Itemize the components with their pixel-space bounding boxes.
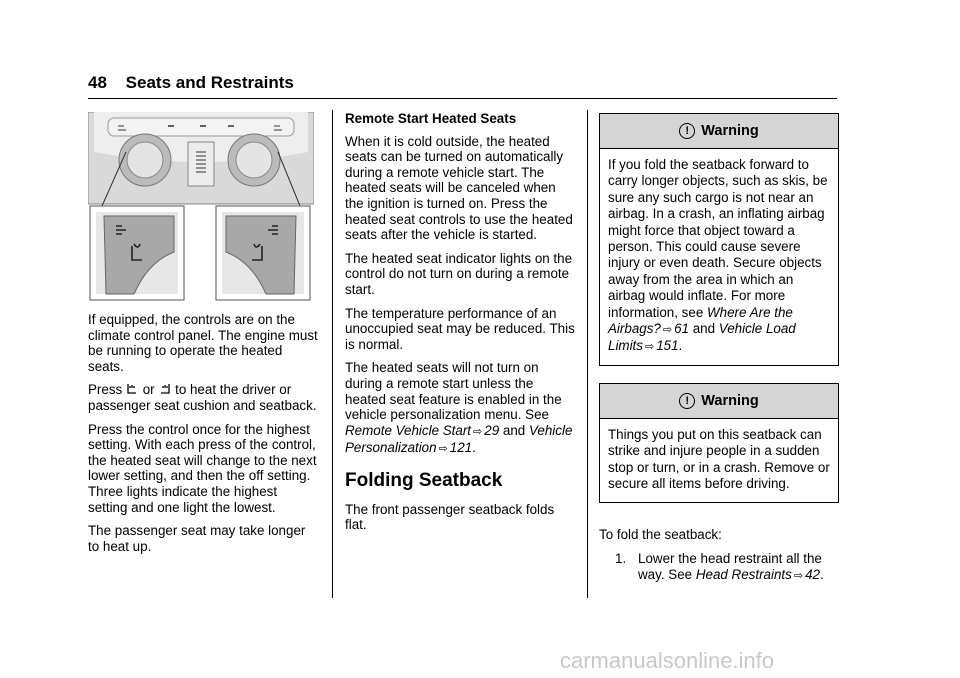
page-ref-icon: ⇨ [644,341,655,354]
period: . [678,338,683,354]
column-divider-1 [332,110,333,598]
step-1-text: Lower the head restraint all the way. See [638,551,822,582]
press-text: Press [88,382,123,398]
fold-intro-text: To fold the seatback: [599,527,722,542]
warning-title-bar [600,114,838,149]
step-text [638,551,839,584]
page-header [88,73,294,93]
col1-paragraph-2 [88,382,320,413]
column-1 [88,312,320,562]
fold-step-1 [615,551,839,584]
warning-box-2 [599,383,839,503]
column-divider-2 [587,110,588,598]
and-text: and [692,321,716,337]
period: . [819,566,824,582]
remote-vehicle-start-page[interactable]: 29 [484,422,500,438]
header-rule [88,98,837,99]
warning-title: Warning [701,123,759,139]
passenger-heated-seat-icon [158,382,171,396]
col1-paragraph-1: If equipped, the controls are on the climate control panel. The engine must be running to operate the heated seats. [88,312,318,374]
watermark: carmanualsonline.info [560,648,775,673]
page-title: Seats and Restraints [125,73,294,92]
airbags-link[interactable]: Where Are the Airbags? [608,304,793,337]
page-number: 48 [88,73,107,92]
heated-seat-controls-figure [88,112,314,302]
col1-paragraph-3: Press the control once for the highest setting. With each press of the control, the heated seat will change to the next lower setting, and then the off setting. Three lights indicate the highest setting and one light the lowest. [88,421,317,515]
vehicle-personalization-page[interactable]: 121 [449,440,473,456]
col2-paragraph-5: The front passenger seatback folds flat. [345,501,555,533]
col2-paragraph-1: When it is cold outside, the heated seats can be turned on automatically during a remote vehicle start. The heated seats will be canceled when the ignition is turned on. Press the heated seat controls to use the heated seats after the vehicle is started. [345,133,573,243]
page-ref-icon: ⇨ [473,425,483,438]
warning-box-1 [599,113,839,366]
warning-body: Things you put on this seatback can strike and injure people in a sudden stop or turn, or in a crash. Remove or secure all items before driving. [608,427,830,492]
or-text: or [142,382,155,398]
period: . [472,440,476,456]
column-2 [345,111,577,541]
page-ref-icon: ⇨ [438,443,448,456]
warning-icon: ! [679,393,695,409]
step-number: 1. [615,551,627,566]
warning-body [600,149,838,365]
head-restraints-page[interactable]: 42 [805,566,820,582]
warning-1-text: If you fold the seatback forward to carry longer objects, such as skis, be sure any such cargo is not near an airbag. In a crash, an inflating airbag might force that object toward a person. This could cause severe injury or even death. Secure objects away from the area in which an airbag would inflate. For more information, see [608,157,828,320]
col1-paragraph-4: The passenger seat may take longer to heat up. [88,523,306,554]
airbags-page[interactable]: 61 [674,321,689,337]
remote-start-heading: Remote Start Heated Seats [345,111,517,126]
col2-p4-text: The heated seats will not turn on during a remote start unless the heated seat feature is enabled in the vehicle personalization menu. See [345,360,562,423]
vehicle-personalization-link[interactable]: Vehicle Personalization [345,422,573,456]
remote-vehicle-start-link[interactable]: Remote Vehicle Start [345,422,472,438]
page-ref-icon: ⇨ [793,569,804,582]
driver-heated-seat-icon [126,382,139,396]
page-ref-icon: ⇨ [662,324,673,337]
folding-seatback-heading: Folding Seatback [345,469,503,491]
col2-paragraph-4 [345,360,577,458]
warning-icon: ! [679,123,695,139]
fold-instructions-intro [599,527,839,551]
col2-paragraph-2: The heated seat indicator lights on the control do not turn on during a remote start. [345,250,573,297]
heat-text: to heat the driver or passenger seat cushion and seatback. [88,382,317,413]
head-restraints-link[interactable]: Head Restraints [695,566,792,582]
warning-title-bar [600,384,838,419]
vehicle-load-limits-link[interactable]: Vehicle Load Limits [608,321,796,354]
warning-title: Warning [701,393,759,409]
vehicle-load-limits-page[interactable]: 151 [656,338,679,354]
and-text: and [502,422,526,438]
col2-paragraph-3: The temperature performance of an unoccupied seat may be reduced. This is normal. [345,305,575,352]
